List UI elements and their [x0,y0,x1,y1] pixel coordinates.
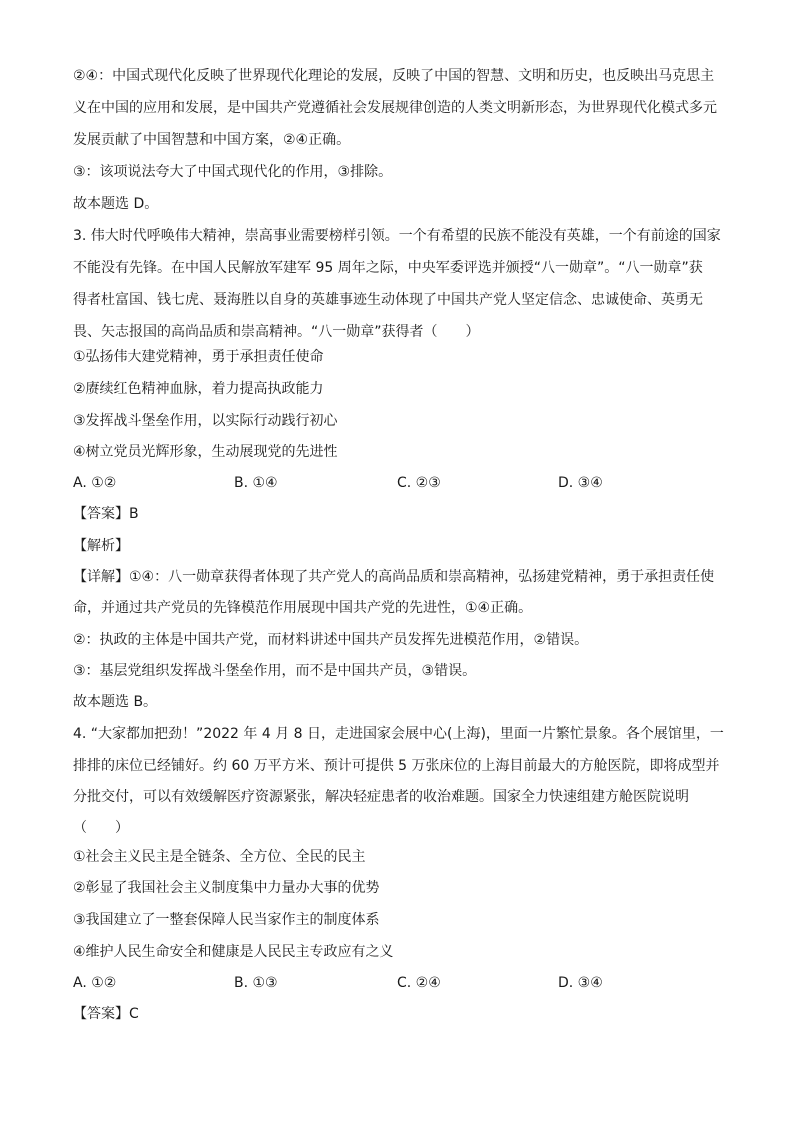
q3-analysis-heading: 【解析】 [73,538,129,554]
q4-option-c: C. ②④ [397,975,441,991]
q3-answer: 【答案】B [73,506,139,522]
q3-stem-line-4: 畏、矢志报国的高尚品质和崇高精神。“八一勋章”获得者（ ） [73,324,480,340]
q4-stem-line-2: 排排的床位已经铺好。约 60 万平方米、预计可提供 5 万张床位的上海目前最大的方舱医院，即将成型并 [73,758,720,774]
q4-option-b: B. ①③ [234,975,278,991]
q3-stem-line-1: 3. 伟大时代呼唤伟大精神，崇高事业需要榜样引领。一个有希望的民族不能没有英雄，一个有前途的国家 [73,228,721,244]
q3-item-4: ④树立党员光辉形象，生动展现党的先进性 [73,444,338,460]
q4-answer: 【答案】C [73,1006,139,1022]
q3-option-c: C. ②③ [397,475,441,491]
q2-detail-line-4: ③：该项说法夸大了中国式现代化的作用，③排除。 [73,164,393,180]
q3-detail-line-4: ③：基层党组织发挥战斗堡垒作用，而不是中国共产员，③错误。 [73,663,477,679]
q2-detail-line-3: 发展贡献了中国智慧和中国方案，②④正确。 [73,132,351,148]
q4-option-d: D. ③④ [558,975,603,991]
q3-item-3: ③发挥战斗堡垒作用，以实际行动践行初心 [73,413,338,429]
q4-stem-line-1: 4. “大家都加把劲！”2022 年 4 月 8 日，走进国家会展中心(上海)，里面一片繁忙景象。各个展馆里，一 [73,726,724,742]
q4-item-2: ②彰显了我国社会主义制度集中力量办大事的优势 [73,880,380,896]
q3-conclusion: 故本题选 B。 [73,694,158,710]
q3-stem-line-2: 不能没有先锋。在中国人民解放军建军 95 周年之际，中央军委评选并颁授“八一勋章”。“八一勋章”获 [73,260,703,276]
q4-stem-line-3: 分批交付，可以有效缓解医疗资源紧张，解决轻症患者的收治难题。国家全力快速组建方舱医院说明 [73,789,689,805]
q3-item-1: ①弘扬伟大建党精神，勇于承担责任使命 [73,349,324,365]
q4-item-1: ①社会主义民主是全链条、全方位、全民的民主 [73,849,366,865]
q2-conclusion: 故本题选 D。 [73,196,159,212]
q4-option-a: A. ①② [73,975,117,991]
q2-detail-line-1: ②④：中国式现代化反映了世界现代化理论的发展，反映了中国的智慧、文明和历史，也反映出马克思主 [73,68,715,84]
q3-option-b: B. ①④ [234,475,278,491]
q4-item-4: ④维护人民生命安全和健康是人民民主专政应有之义 [73,944,394,960]
q3-option-d: D. ③④ [558,475,603,491]
q4-item-3: ③我国建立了一整套保障人民当家作主的制度体系 [73,912,380,928]
q3-item-2: ②赓续红色精神血脉，着力提高执政能力 [73,381,324,397]
q2-detail-line-2: 义在中国的应用和发展，是中国共产党遵循社会发展规律创造的人类文明新形态，为世界现代化模式多元 [73,100,717,116]
q3-option-a: A. ①② [73,475,117,491]
q3-detail-line-3: ②：执政的主体是中国共产党，而材料讲述中国共产员发挥先进模范作用，②错误。 [73,632,589,648]
q3-detail-line-1: 【详解】①④：八一勋章获得者体现了共产党人的高尚品质和崇高精神，弘扬建党精神，勇于承担责任使 [73,569,715,585]
q3-stem-line-3: 得者杜富国、钱七虎、聂海胜以自身的英雄事迹生动体现了中国共产党人坚定信念、忠诚使命、英勇无 [73,292,703,308]
q3-detail-line-2: 命，并通过共产党员的先锋模范作用展现中国共产党的先进性，①④正确。 [73,600,533,616]
q4-stem-line-4: （ ） [73,820,129,836]
